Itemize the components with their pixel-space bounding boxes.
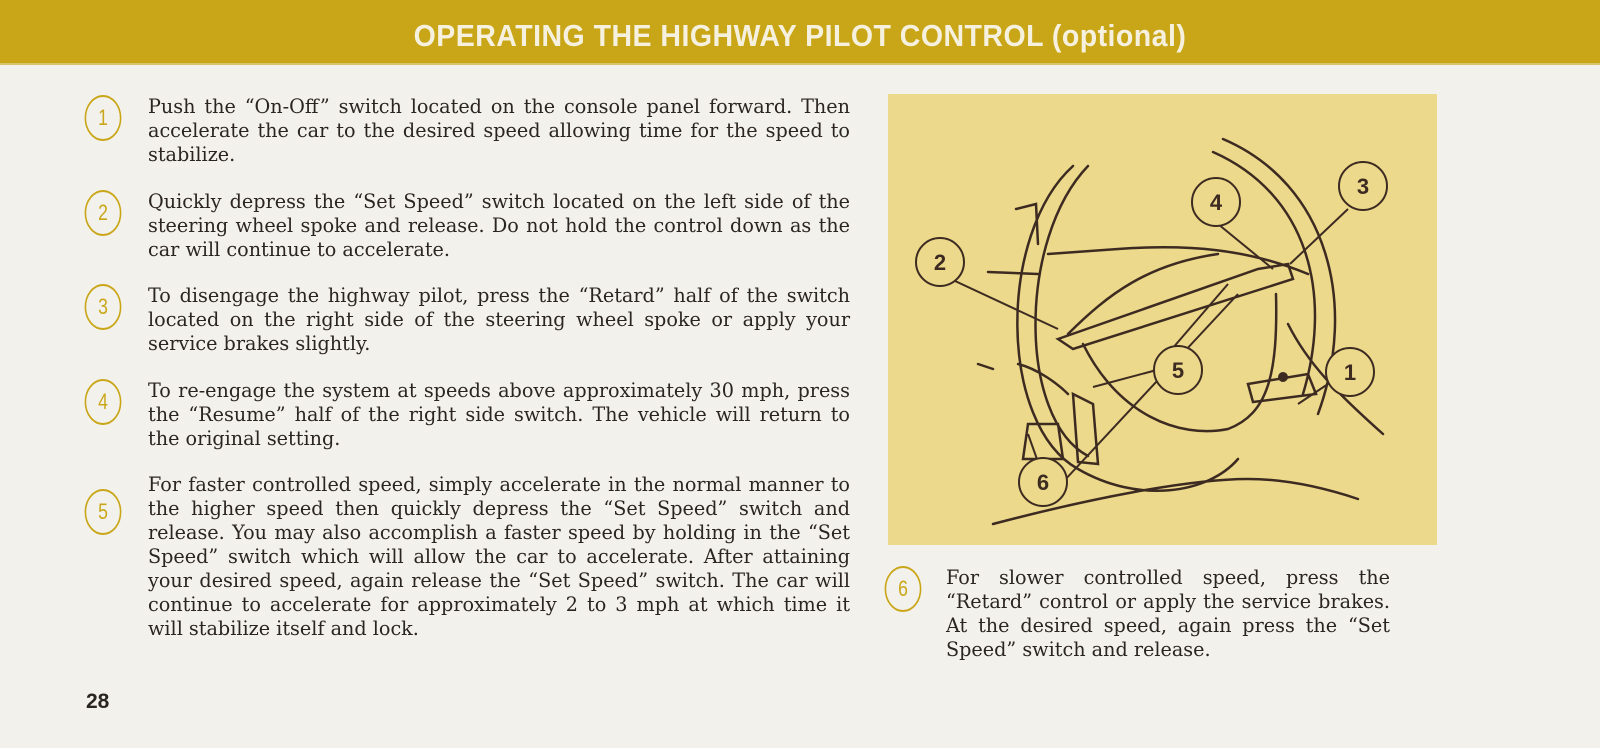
svg-text:3: 3	[1356, 174, 1370, 199]
steering-wheel-drawing	[888, 94, 1437, 545]
step-text: Push the “On-Off” switch located on the console panel forward. Then accelerate the car to the desired speed allowing time for the speed to stabilize.	[148, 95, 850, 166]
step-2	[80, 190, 850, 262]
callout-6	[1019, 458, 1067, 506]
step-number: 4	[85, 379, 122, 425]
step-number: 3	[85, 284, 122, 330]
step-text: To re-engage the system at speeds above approximately 30 mph, press the “Resume” half of the right side switch. The vehicle will return to the original setting.	[148, 379, 850, 450]
step-number: 5	[85, 489, 122, 535]
svg-text:2: 2	[933, 250, 947, 275]
steering-wheel-illustration	[888, 94, 1437, 545]
step-text: Quickly depress the “Set Speed” switch located on the left side of the steering wheel spoke and release. Do not hold the control down as the car will continue to accelerate.	[148, 190, 850, 261]
step-number: 1	[85, 95, 122, 141]
svg-text:5: 5	[1171, 358, 1185, 383]
step-number: 6	[885, 566, 922, 612]
page-title: OPERATING THE HIGHWAY PILOT CONTROL (optional)	[413, 18, 1187, 53]
step-1	[80, 95, 850, 167]
step-5	[80, 473, 850, 641]
step-number: 2	[85, 190, 122, 236]
step-6	[880, 566, 1390, 662]
svg-text:4: 4	[1209, 190, 1223, 215]
step-text: For faster controlled speed, simply accelerate in the normal manner to the higher speed then quickly depress the “Set Speed” switch and release. You may also accomplish a faster speed by holding in the “Set Speed” switch which will allow the car to accelerate. After attaining your desired speed, again release the “Set Speed” switch. The car will continue to accelerate for approximately 2 to 3 mph at which time it will stabilize itself and lock.	[148, 473, 850, 640]
step-3	[80, 284, 850, 356]
callout-4	[1192, 178, 1240, 226]
svg-text:6: 6	[1036, 470, 1050, 495]
step-text: For slower controlled speed, press the “Retard” control or apply the service brakes. At the desired speed, again press the “Set Speed” switch and release.	[946, 566, 1390, 661]
header-banner	[0, 0, 1600, 65]
svg-text:1: 1	[1343, 360, 1357, 385]
callout-2	[916, 238, 964, 286]
switch-knob	[1278, 372, 1288, 382]
callout-3	[1339, 162, 1387, 210]
page-number: 28	[86, 690, 110, 713]
callout-1	[1326, 348, 1374, 396]
callout-5	[1154, 346, 1202, 394]
step-4	[80, 379, 850, 451]
step-text: To disengage the highway pilot, press the “Retard” half of the switch located on the right side of the steering wheel spoke or apply your service brakes slightly.	[148, 284, 850, 355]
